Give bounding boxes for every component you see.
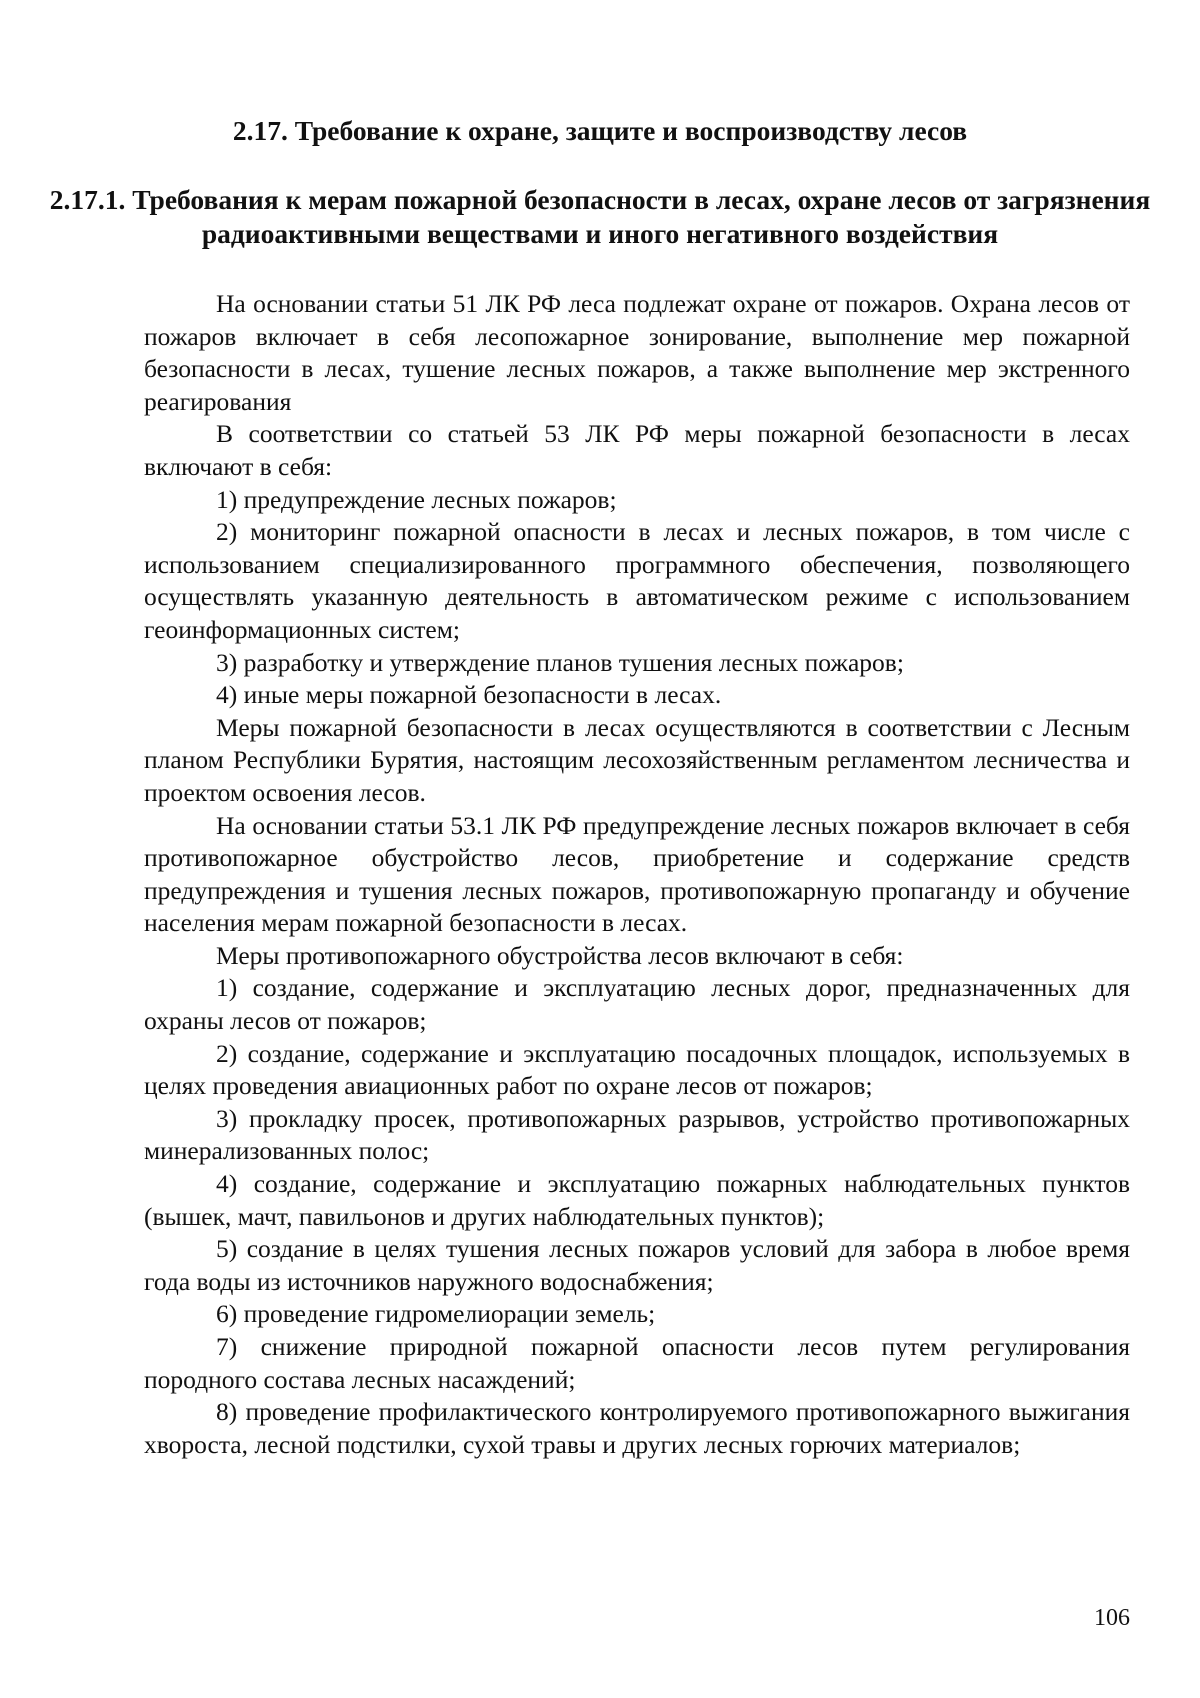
paragraph: В соответствии со статьей 53 ЛК РФ меры пожарной безопасности в лесах включают в себя: <box>144 419 1130 481</box>
list-item: 1) создание, содержание и эксплуатацию лесных дорог, предназначенных для охраны лесов от пожаров; <box>144 973 1130 1036</box>
list-item: 5) создание в целях тушения лесных пожаров условий для забора в любое время года воды из источников наружного водоснабжения; <box>144 1234 1130 1296</box>
paragraph: Меры пожарной безопасности в лесах осуществляются в соответствии с Лесным планом Республики Бурятия, настоящим лесохозяйственным регламентом лесничества и проектом освоения лесов. <box>144 712 1130 807</box>
list-item: 4) создание, содержание и эксплуатацию пожарных наблюдательных пунктов (вышек, мачт, павильонов и других наблюдательных пунктов); <box>144 1169 1130 1231</box>
list-item: 3) прокладку просек, противопожарных разрывов, устройство противопожарных минерализованных полос; <box>144 1103 1130 1166</box>
paragraph: На основании статьи 53.1 ЛК РФ предупреждение лесных пожаров включает в себя противопожарное обустройство лесов, приобретение и содержание средств предупреждения и тушения лесных пожаров, противопожарную пропаганду и обучение населения мерам пожарной безопасности в лесах. <box>144 810 1130 938</box>
paragraph: На основании статьи 51 ЛК РФ леса подлежат охране от пожаров. Охрана лесов от пожаров включает в себя лесопожарное зонирование, выполнение мер пожарной безопасности в лесах, тушение лесных пожаров, а также выполнение мер экстренного реагирования <box>144 289 1130 416</box>
paragraph: Меры противопожарного обустройства лесов включают в себя: <box>216 940 904 970</box>
page-number: 106 <box>1094 1605 1130 1631</box>
list-item: 2) мониторинг пожарной опасности в лесах и лесных пожаров, в том числе с использованием специализированного программного обеспечения, позволяющего осуществлять указанную деятельность в автоматическом режиме с использованием геоинформационных систем; <box>144 517 1130 644</box>
list-item: 4) иные меры пожарной безопасности в лесах. <box>216 680 722 710</box>
list-item: 3) разработку и утверждение планов тушения лесных пожаров; <box>216 647 904 677</box>
list-item: 1) предупреждение лесных пожаров; <box>216 484 617 514</box>
list-item: 8) проведение профилактического контролируемого противопожарного выжигания хвороста, лесной подстилки, сухой травы и других лесных горючих материалов; <box>144 1397 1130 1459</box>
section-heading: 2.17. Требование к охране, защите и воспроизводству лесов <box>232 115 968 146</box>
list-item: 7) снижение природной пожарной опасности лесов путем регулирования породного состава лесных насаждений; <box>144 1332 1130 1394</box>
subsection-heading: 2.17.1. Требования к мерам пожарной безопасности в лесах, охране лесов от загрязнения радиоактивными веществами и иного негативного воздействия <box>49 184 1151 249</box>
list-item: 6) проведение гидромелиорации земель; <box>216 1299 656 1329</box>
body-text <box>144 288 1130 1461</box>
list-item: 2) создание, содержание и эксплуатацию посадочных площадок, используемых в целях проведения авиационных работ по охране лесов от пожаров; <box>144 1038 1130 1101</box>
